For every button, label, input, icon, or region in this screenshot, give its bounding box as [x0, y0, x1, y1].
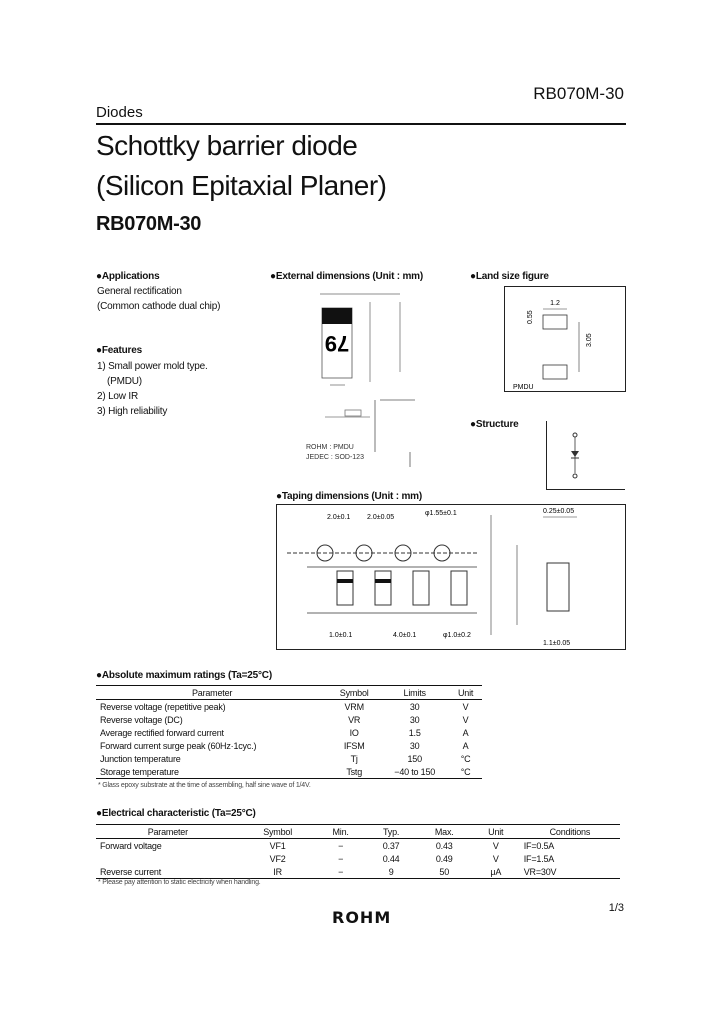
category-label: Diodes [96, 104, 143, 121]
taping-label-1: 2.0±0.1 [327, 514, 351, 521]
table-row: Reverse voltage (DC) VR 30 V [100, 714, 469, 725]
structure-heading: ●Structure [470, 419, 519, 430]
el-col-parameter: Parameter [96, 825, 240, 839]
features-heading: ●Features [96, 345, 142, 356]
table-row: Average rectified forward current IO 1.5 A [100, 727, 469, 738]
el-col-max: Max. [417, 825, 472, 839]
el-col-typ: Typ. [366, 825, 417, 839]
structure-box [546, 421, 625, 490]
abs-col-limits: Limits [380, 686, 449, 700]
external-dimensions-heading: ●External dimensions (Unit : mm) [270, 271, 423, 282]
rohm-package-label: ROHM : PMDU [306, 444, 354, 451]
abs-col-symbol: Symbol [328, 686, 380, 700]
table-row: Junction temperature Tj 150 °C [100, 753, 471, 764]
land-package-label: PMDU [513, 384, 534, 391]
rohm-logo: ROHM [332, 908, 392, 927]
taping-box [276, 504, 626, 650]
abs-max-table [96, 685, 482, 779]
electrical-table [96, 824, 620, 879]
el-col-conditions: Conditions [520, 825, 620, 839]
electrical-note: * Please pay attention to static electricity when handling. [98, 879, 261, 886]
applications-text: General rectification (Common cathode dual chip) [97, 286, 221, 312]
marking-text: 79 [324, 331, 350, 356]
taping-label-2: 2.0±0.05 [367, 514, 395, 521]
jedec-package-label: JEDEC : SOD-123 [306, 454, 364, 461]
abs-col-parameter: Parameter [96, 686, 328, 700]
taping-heading: ●Taping dimensions (Unit : mm) [276, 491, 422, 502]
taping-label-6: 4.0±0.1 [393, 632, 417, 639]
taping-drawing [277, 505, 625, 649]
el-col-min: Min. [316, 825, 366, 839]
table-row: Forward voltage VF1 − 0.37 0.43 V IF=0.5A [100, 840, 555, 851]
land-size-heading: ●Land size figure [470, 271, 549, 282]
taping-label-3: φ1.55±0.1 [425, 510, 457, 517]
title-part-number: RB070M-30 [96, 213, 202, 235]
header-rule [96, 123, 626, 125]
land-dim-a: 1.2 [550, 300, 560, 307]
table-row: VF2 − 0.44 0.49 V IF=1.5A [269, 853, 555, 864]
taping-label-4: 0.25±0.05 [543, 508, 575, 515]
diode-symbol [547, 421, 625, 489]
land-size-box [504, 286, 626, 392]
el-col-symbol: Symbol [240, 825, 316, 839]
table-row: Storage temperature Tstg −40 to 150 °C [96, 765, 482, 779]
abs-max-heading: ●Absolute maximum ratings (Ta=25°C) [96, 670, 272, 681]
taping-label-5: 1.0±0.1 [329, 632, 353, 639]
taping-label-8: 1.1±0.05 [543, 640, 571, 647]
external-dimensions-drawing [300, 282, 450, 472]
el-col-unit: Unit [472, 825, 520, 839]
taping-label-7: φ1.0±0.2 [443, 632, 471, 639]
page-title: Schottky barrier diode [96, 130, 358, 161]
land-dim-c: 3.05 [586, 333, 593, 347]
table-row: Reverse current IR − 9 50 μA VR=30V [96, 865, 620, 879]
page-number: 1/3 [608, 902, 624, 914]
page-subtitle: (Silicon Epitaxial Planer) [96, 170, 387, 201]
land-size-drawing [505, 287, 625, 391]
abs-col-unit: Unit [449, 686, 482, 700]
table-row: Forward current surge peak (60Hz·1cyc.) IFSM 30 A [100, 740, 469, 751]
land-dim-b: 0.55 [527, 310, 534, 324]
abs-max-note: * Glass epoxy substrate at the time of assembling, half sine wave of 1/4V. [98, 782, 311, 789]
table-row: Reverse voltage (repetitive peak) VRM 30 V [100, 701, 469, 712]
electrical-heading: ●Electrical characteristic (Ta=25°C) [96, 808, 256, 819]
applications-heading: ●Applications [96, 271, 160, 282]
header-part-number: RB070M-30 [533, 84, 624, 103]
features-text: 1) Small power mold type. (PMDU) 2) Low IR 3) High reliability [97, 361, 208, 417]
